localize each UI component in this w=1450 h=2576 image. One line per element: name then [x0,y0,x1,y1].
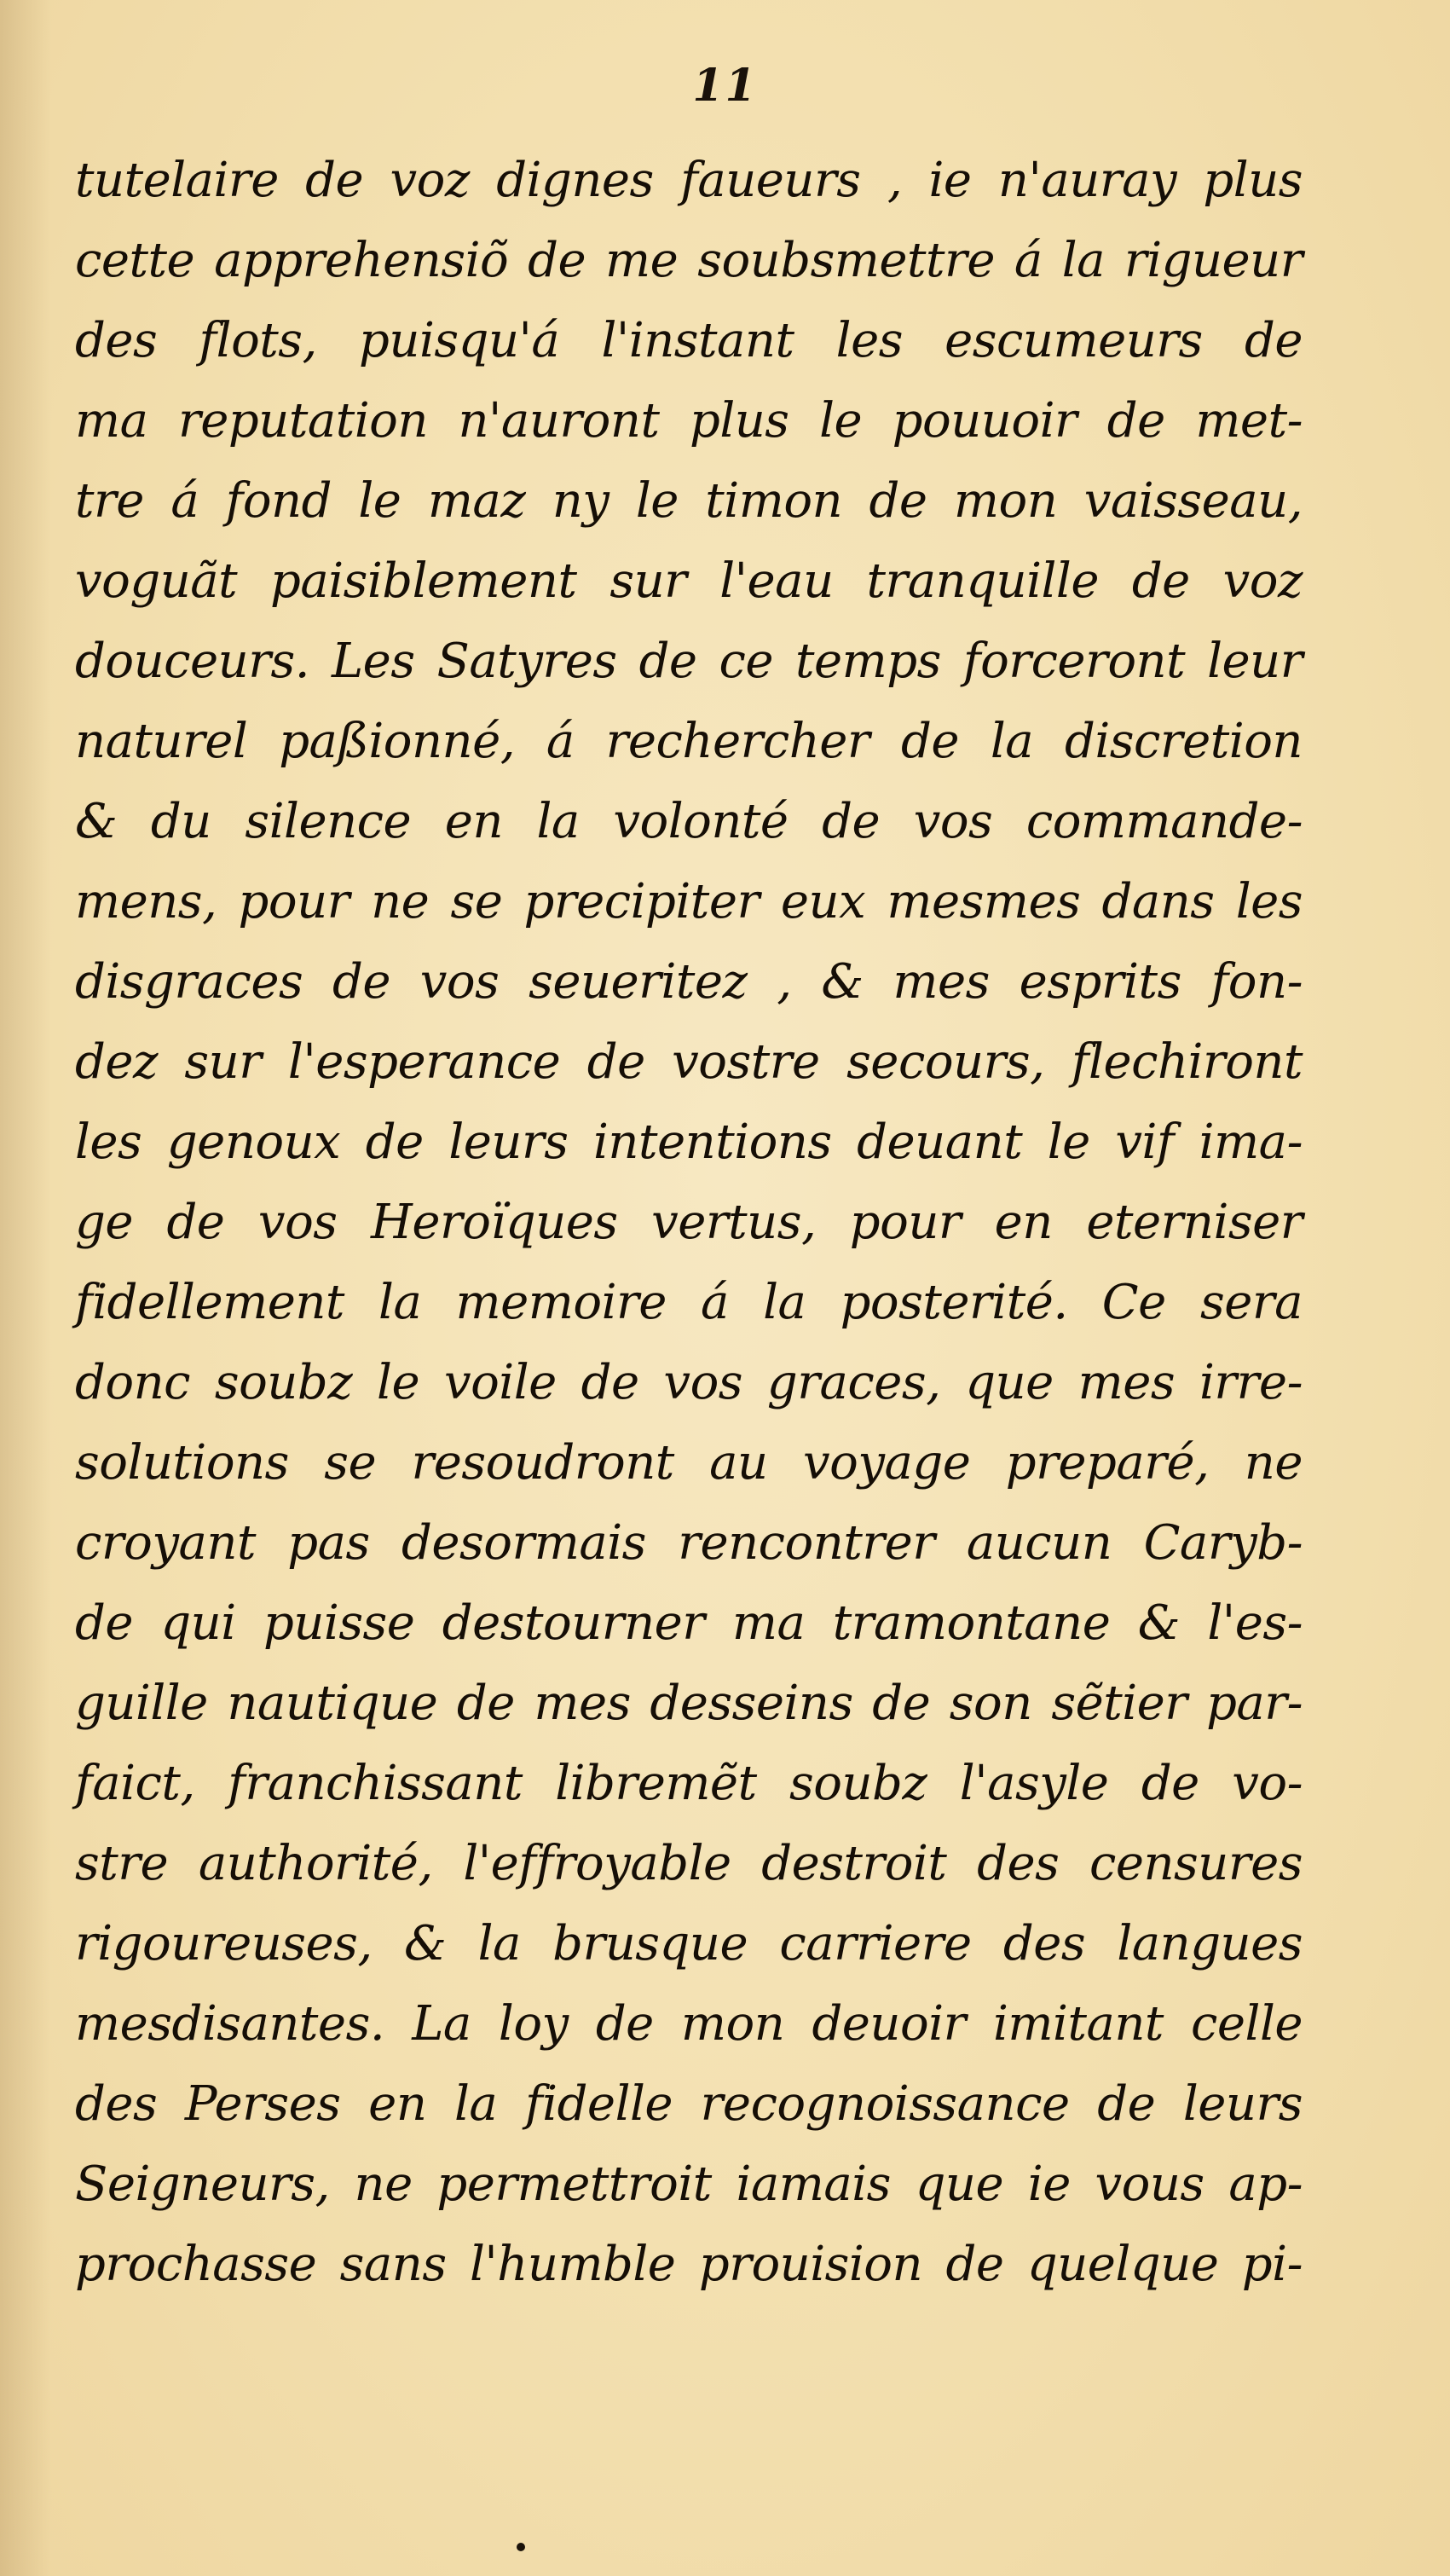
text-line: donc soubz le voile de vos graces, que mes irre- [75,1355,1303,1410]
text-line: cette apprehensiõ de me soubsmettre á la rigueur [75,233,1303,288]
text-line: voguãt paisiblement sur l'eau tranquille de voz [75,553,1303,609]
text-line: tre á fond le maz ny le timon de mon vaisseau, [75,473,1303,529]
text-line: naturel paßionné, á rechercher de la discretion [75,714,1303,769]
text-line: des Perses en la fidelle recognoissance de leurs [75,2076,1303,2132]
text-line: les genoux de leurs intentions deuant le vif ima- [75,1114,1303,1170]
text-line: tutelaire de voz dignes faueurs , ie n'auray plus [75,153,1303,208]
body-text [75,141,1303,2305]
text-line: solutions se resoudront au voyage preparé, ne [75,1435,1303,1491]
text-line: ma reputation n'auront plus le pouuoir de met- [75,393,1303,449]
text-line: mesdisantes. La loy de mon deuoir imitant celle [75,1996,1303,2052]
text-line: guille nautique de mes desseins de son sẽtier par- [75,1676,1303,1731]
text-line: stre authorité, l'effroyable destroit des censures [75,1836,1303,1891]
text-line: dez sur l'esperance de vostre secours, flechiront [75,1034,1303,1090]
text-line: disgraces de vos seueritez , & mes esprits fon- [75,954,1303,1010]
text-line: fidellement la memoire á la posterité. Ce sera [75,1275,1303,1330]
text-line: faict, franchissant libremẽt soubz l'asyle de vo- [75,1756,1303,1811]
text-line: rigoureuses, & la brusque carriere des langues [75,1916,1303,1971]
text-line: croyant pas desormais rencontrer aucun Caryb- [75,1515,1303,1571]
text-line: prochasse sans l'humble prouision de quelque pi- [75,2237,1303,2292]
text-line: Seigneurs, ne permettroit iamais que ie vous ap- [75,2156,1303,2212]
page-number: 11 [692,60,758,112]
ink-dot [517,2543,525,2551]
text-line: mens, pour ne se precipiter eux mesmes dans les [75,874,1303,929]
text-line: ge de vos Heroïques vertus, pour en eterniser [75,1195,1303,1250]
text-line: & du silence en la volonté de vos commande- [75,794,1303,849]
text-line: douceurs. Les Satyres de ce temps forceront leur [75,634,1303,689]
text-line: de qui puisse destourner ma tramontane & l'es- [75,1595,1303,1651]
text-line: des flots, puisqu'á l'instant les escumeurs de [75,313,1303,368]
page-edge-shadow [0,0,51,2576]
